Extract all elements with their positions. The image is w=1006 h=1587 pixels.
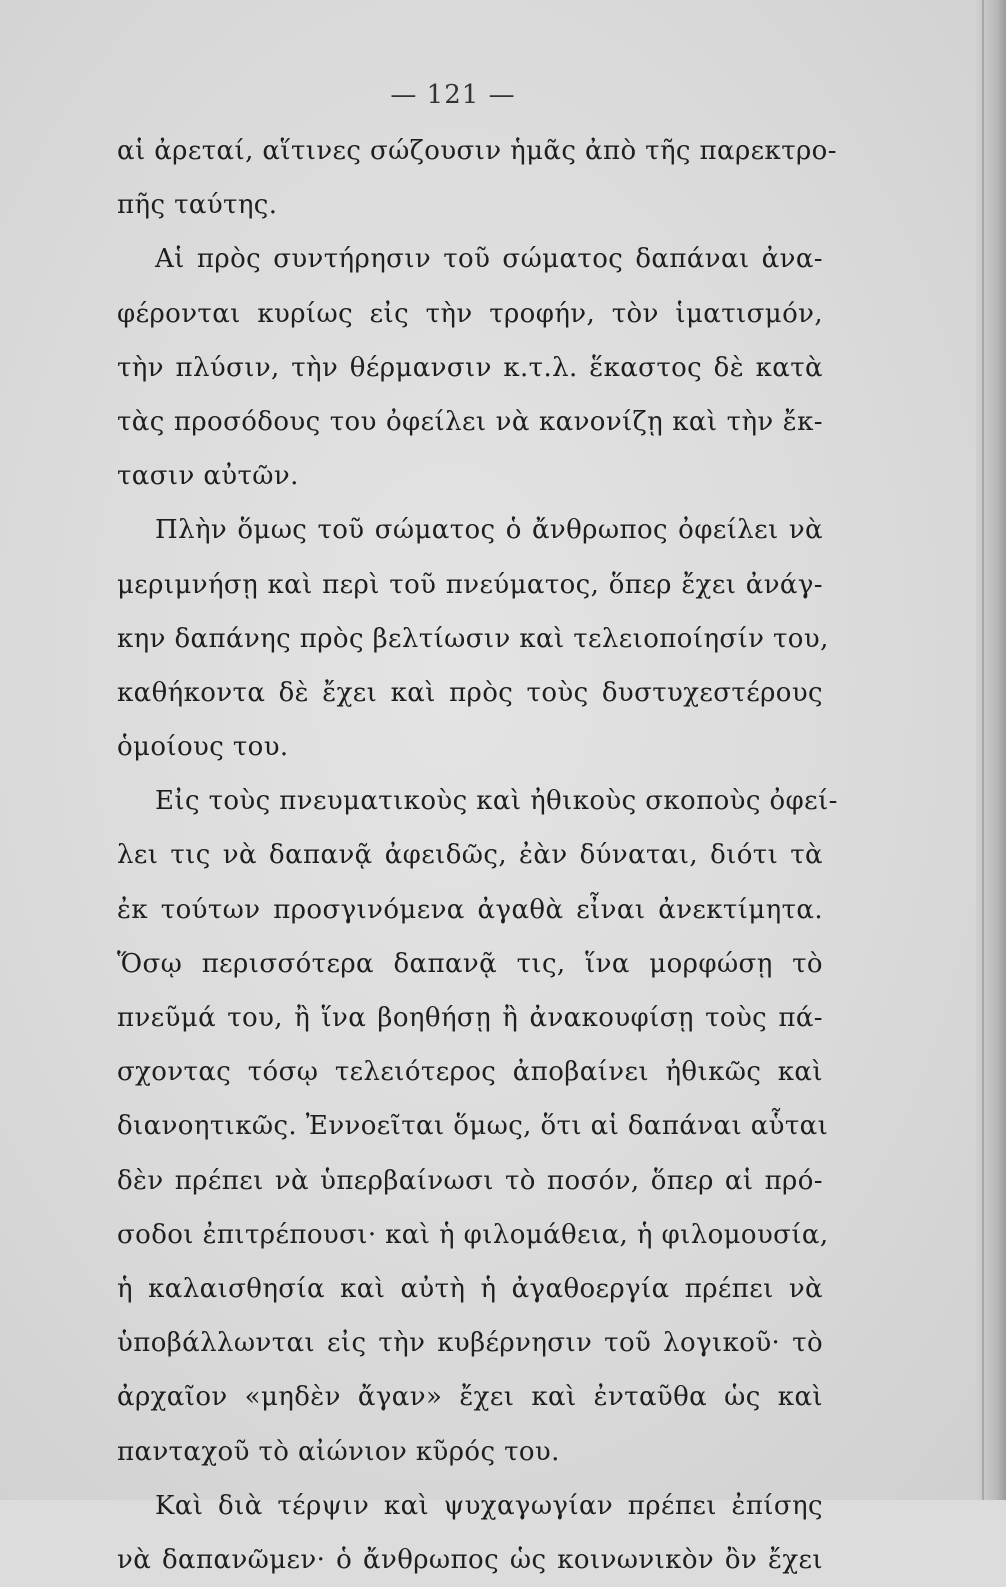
text-line: δὲν πρέπει νὰ ὑπερβαίνωσι τὸ ποσόν, ὅπερ αἱ πρό-	[117, 1165, 823, 1196]
text-line: πνεῦμά του, ἢ ἵνα βοηθήσῃ ἢ ἀνακουφίσῃ τοὺς πά-	[117, 1003, 823, 1033]
text-line: Καὶ διὰ τέρψιν καὶ ψυχαγωγίαν πρέπει ἐπίσης	[155, 1490, 823, 1521]
text-line: ἀρχαῖον «μηδὲν ἄγαν» ἔχει καὶ ἐνταῦθα ὡς καὶ	[117, 1382, 823, 1413]
text-line: πῆς ταύτης.	[117, 190, 278, 221]
text-line: Ὅσῳ περισσότερα δαπανᾷ τις, ἵνα μορφώσῃ τὸ	[117, 948, 823, 979]
text-line: Αἱ πρὸς συντήρησιν τοῦ σώματος δαπάναι ἀνα-	[155, 244, 823, 275]
text-line: τὰς προσόδους του ὀφείλει νὰ κανονίζῃ καὶ τὴν ἔκ-	[117, 406, 823, 437]
text-line: κην δαπάνης πρὸς βελτίωσιν καὶ τελειοποίησίν του,	[117, 623, 829, 654]
text-line: ἡ καλαισθησία καὶ αὐτὴ ἡ ἀγαθοεργία πρέπει νὰ	[117, 1273, 823, 1304]
text-line: Εἰς τοὺς πνευματικοὺς καὶ ἠθικοὺς σκοποὺς ὀφεί-	[155, 786, 838, 817]
text-line: καθήκοντα δὲ ἔχει καὶ πρὸς τοὺς δυστυχεστέρους	[117, 677, 823, 708]
text-line: λει τις νὰ δαπανᾷ ἀφειδῶς, ἐὰν δύναται, διότι τὰ	[117, 840, 823, 871]
text-line: πανταχοῦ τὸ αἰώνιον κῦρός του.	[117, 1436, 560, 1467]
text-line: σοδοι ἐπιτρέπουσι· καὶ ἡ φιλομάθεια, ἡ φιλομουσία,	[117, 1219, 829, 1250]
binding-shadow-line	[982, 0, 984, 1500]
text-line: διανοητικῶς. Ἐννοεῖται ὅμως, ὅτι αἱ δαπάναι αὗται	[117, 1111, 829, 1142]
text-line: Πλὴν ὅμως τοῦ σώματος ὁ ἄνθρωπος ὀφείλει νὰ	[155, 515, 823, 546]
text-line: αἱ ἀρεταί, αἵτινες σώζουσιν ἡμᾶς ἀπὸ τῆς παρεκτρο-	[117, 136, 837, 166]
text-line: ὁμοίους του.	[117, 732, 289, 763]
text-line: σχοντας τόσῳ τελειότερος ἀποβαίνει ἠθικῶς καὶ	[117, 1057, 823, 1088]
text-line: ὑποβάλλωνται εἰς τὴν κυβέρνησιν τοῦ λογικοῦ· τὸ	[117, 1328, 823, 1359]
body-text	[117, 124, 838, 1587]
text-line: μεριμνήσῃ καὶ περὶ τοῦ πνεύματος, ὅπερ ἔχει ἀνάγ-	[117, 569, 823, 600]
text-line: τὴν πλύσιν, τὴν θέρμανσιν κ.τ.λ. ἕκαστος δὲ κατὰ	[117, 352, 823, 383]
text-line: τασιν αὐτῶν.	[117, 461, 299, 492]
text-line: νὰ δαπανῶμεν· ὁ ἄνθρωπος ὡς κοινωνικὸν ὂν ἔχει	[117, 1544, 823, 1575]
text-line: φέρονται κυρίως εἰς τὴν τροφήν, τὸν ἱματισμόν,	[117, 298, 823, 329]
page-number: — 121 —	[390, 80, 516, 110]
text-line: ἐκ τούτων προσγινόμενα ἀγαθὰ εἶναι ἀνεκτίμητα.	[117, 894, 823, 925]
page-binding-edge	[976, 0, 1006, 1500]
